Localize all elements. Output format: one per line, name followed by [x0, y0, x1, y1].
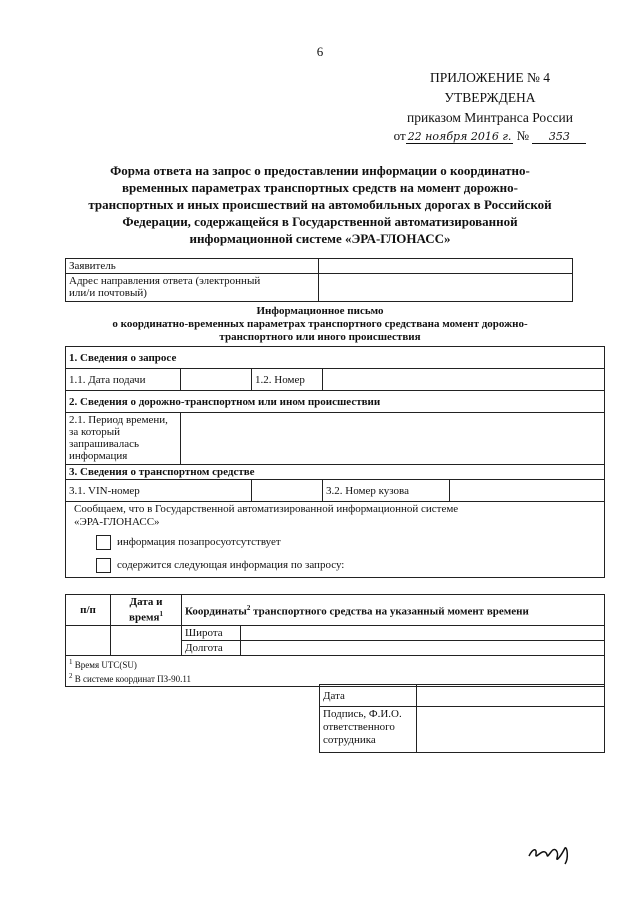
section2-title: 2. Сведения о дорожно-транспортном или ином происшествии: [66, 391, 605, 413]
period-value[interactable]: [181, 413, 605, 465]
longitude-label: Долгота: [182, 640, 241, 655]
footnote-marker: 1: [69, 657, 73, 666]
address-label-line: или/и почтовый): [69, 287, 147, 299]
signature-table: [319, 684, 605, 753]
applicant-label: Заявитель: [66, 259, 319, 274]
signature-value[interactable]: [417, 707, 605, 753]
notice-line: Сообщаем, что в Государственной автоматизированной информационной системе: [74, 503, 459, 515]
col-coordinates-header: [182, 595, 605, 626]
title-line: Форма ответа на запрос о предоставлении информации о координатно-: [110, 163, 530, 178]
letter-heading-line: Информационное письмо: [256, 305, 384, 317]
body-number-value[interactable]: [450, 480, 605, 502]
order-label: приказом Минтранса России: [407, 110, 573, 125]
row-number-cell[interactable]: [66, 625, 111, 655]
applicant-table: [65, 258, 573, 302]
longitude-value[interactable]: [241, 640, 605, 655]
letter-heading: [60, 305, 580, 344]
order-number-handwritten: 353: [532, 130, 586, 144]
latitude-label: Широта: [182, 625, 241, 640]
footnotes: [66, 655, 605, 686]
vin-value[interactable]: [252, 480, 323, 502]
form-title: [60, 162, 580, 247]
period-label: [66, 413, 181, 465]
body-number-label: 3.2. Номер кузова: [323, 480, 450, 502]
vin-label: 3.1. VIN-номер: [66, 480, 252, 502]
applicant-value-cell[interactable]: [319, 259, 573, 274]
coordinates-table: [65, 594, 605, 687]
title-line: Федерации, содержащейся в Государственной автоматизированной: [122, 214, 518, 229]
footnote-marker: 2: [69, 671, 73, 680]
address-label: [66, 274, 319, 302]
date-value[interactable]: [417, 685, 605, 707]
latitude-value[interactable]: [241, 625, 605, 640]
main-form-table: [65, 346, 605, 578]
request-number-label: 1.2. Номер: [252, 369, 323, 391]
signature-label: [320, 707, 417, 753]
period-label-line: запрашивалась: [69, 438, 140, 450]
signature-label-line: ответственного: [323, 721, 395, 733]
col-datetime-line: Дата и: [129, 596, 163, 608]
signature-label-line: сотрудника: [323, 734, 376, 746]
notice-block: [66, 502, 605, 578]
footnote-text: В системе координат ПЗ-90.11: [72, 673, 192, 684]
title-line: транспортных и иных происшествий на автомобильных дорогах в Российской: [88, 197, 552, 212]
notice-line: «ЭРА-ГЛОНАСС»: [74, 516, 160, 528]
col-number-header: п/п: [66, 595, 111, 626]
request-number-value[interactable]: [323, 369, 605, 391]
footnote-text: Время UTC(SU): [72, 659, 137, 670]
date-label: Дата: [320, 685, 417, 707]
submit-date-label: 1.1. Дата подачи: [66, 369, 181, 391]
period-label-line: 2.1. Период времени,: [69, 414, 168, 426]
letter-heading-line: о координатно-временных параметрах транспортного средствана момент дорожно-: [112, 318, 528, 330]
submit-date-value[interactable]: [181, 369, 252, 391]
present-option-label: содержится следующая информация по запросу:: [117, 559, 345, 572]
col-datetime-header: [111, 595, 182, 626]
footnote-marker: 1: [159, 610, 163, 618]
appendix-label: ПРИЛОЖЕНИЕ № 4: [429, 70, 551, 85]
from-prefix: от: [393, 128, 406, 143]
coordinates-header-rest: транспортного средства на указанный момент времени: [250, 605, 529, 618]
footnote-marker: 2: [246, 604, 251, 612]
address-label-line: Адрес направления ответа (электронный: [69, 275, 261, 287]
title-line: информационной системе «ЭРА-ГЛОНАСС»: [189, 231, 451, 246]
option-absent-row[interactable]: [96, 535, 601, 550]
period-label-line: за который: [69, 426, 121, 438]
page-number: 6: [316, 44, 324, 59]
period-label-line: информация: [69, 450, 128, 462]
approved-label: УТВЕРЖДЕНА: [444, 90, 536, 105]
title-line: временных параметрах транспортных средств на момент дорожно-: [121, 180, 518, 195]
handwritten-initials: [525, 838, 575, 868]
order-date-line: [370, 128, 610, 144]
present-checkbox[interactable]: [96, 558, 111, 573]
col-datetime-line: время: [129, 611, 160, 624]
address-value-cell[interactable]: [319, 274, 573, 302]
row-datetime-cell[interactable]: [111, 625, 182, 655]
coordinates-word: Координаты: [185, 605, 247, 618]
signature-label-line: Подпись, Ф.И.О.: [323, 708, 402, 720]
absent-checkbox[interactable]: [96, 535, 111, 550]
letter-heading-line: транспортного или иного происшествия: [219, 331, 421, 343]
option-present-row[interactable]: [96, 558, 601, 573]
section3-title: 3. Сведения о транспортном средстве: [66, 465, 605, 480]
order-date-handwritten: 22 ноября 2016 г.: [407, 130, 512, 143]
number-prefix: №: [516, 128, 530, 143]
section1-title: 1. Сведения о запросе: [66, 347, 605, 369]
absent-option-label: информация позапросуотсутствует: [117, 536, 281, 549]
